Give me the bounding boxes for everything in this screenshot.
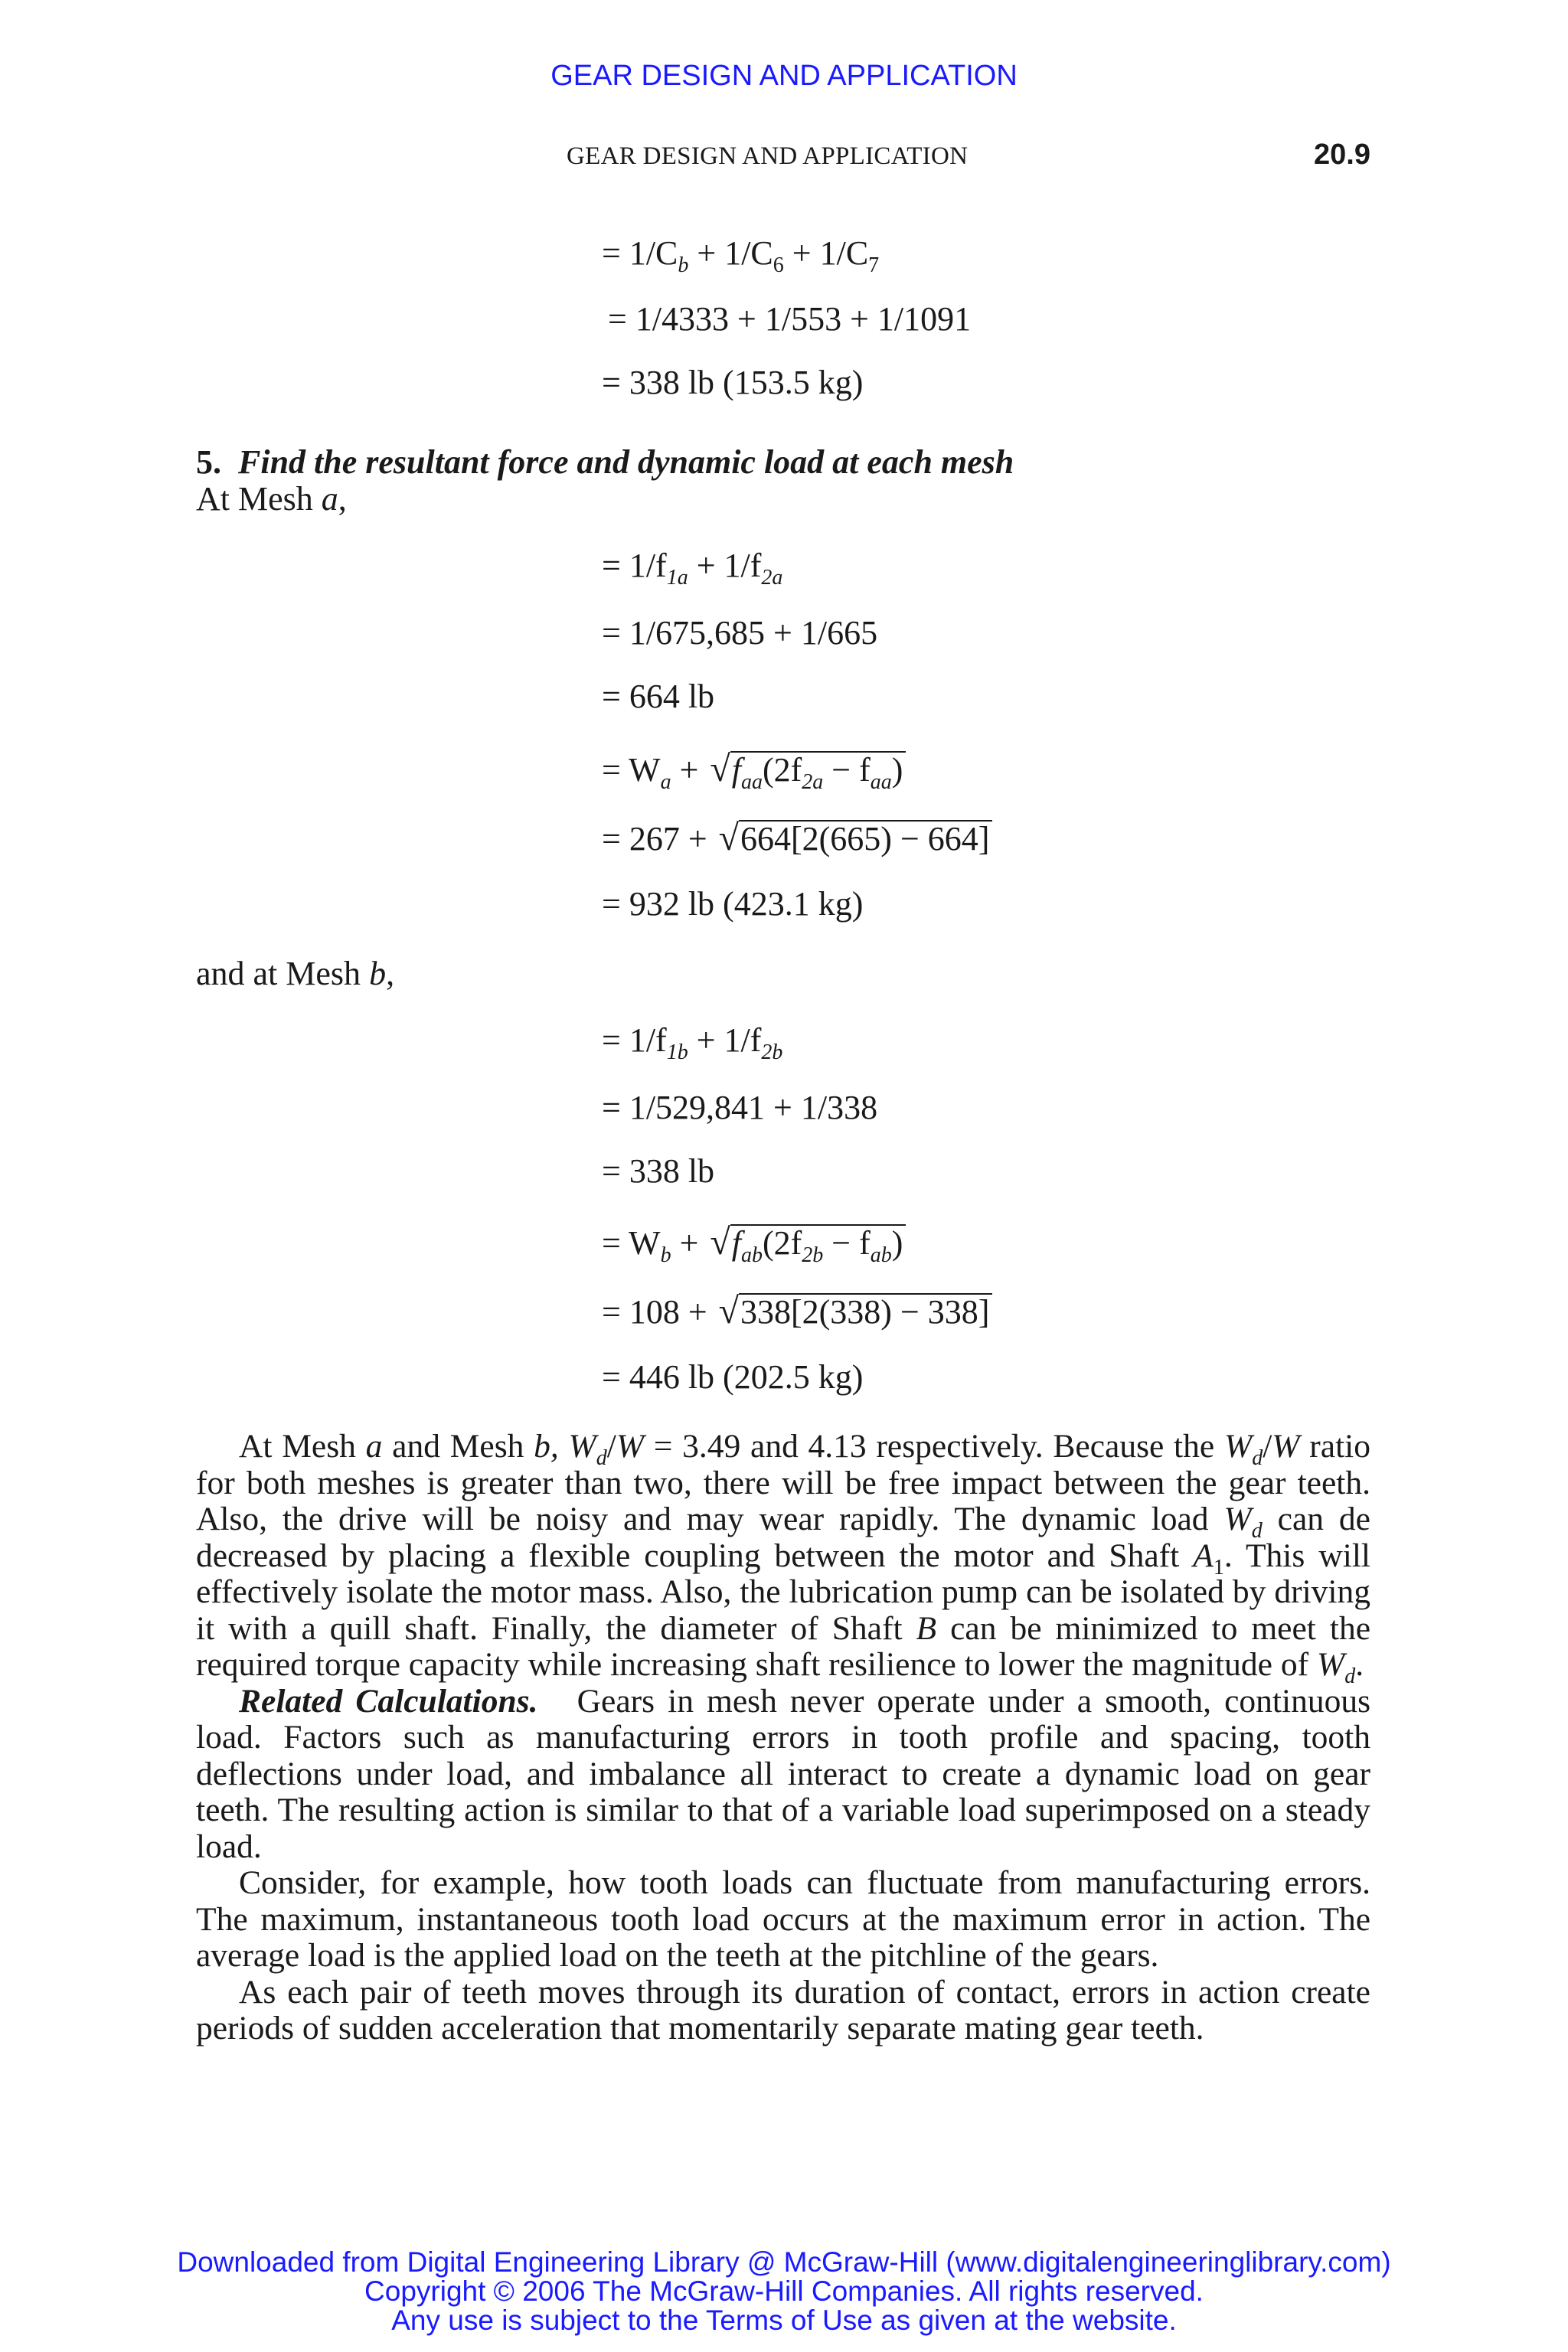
sqrt-symbol: $√f_{ab}(2f_{2b} - f_{ab})$ — [707, 1223, 906, 1263]
mesh-a-intro: At Mesh a, — [196, 480, 347, 518]
footer-notice[interactable] — [0, 2248, 1568, 2335]
footer-terms-line[interactable]: Any use is subject to the Terms of Use as given at the website. — [391, 2305, 1177, 2336]
paragraph-tooth-loads: Consider, for example, how tooth loads can fluctuate from manufacturing errors. The maximum, instantaneous tooth load occurs at the maximum error in action. The average load is the applied load on the teeth at the pitchline of the gears. — [196, 1864, 1370, 1974]
paragraph-related-calculations: Related Calculations. Gears in mesh never operate under a smooth, continuous load. Factors such as manufacturing errors in tooth profile and spacing, tooth deflections under load, and imbalance all interact to create a dynamic load on gear teeth. The resulting action is similar to that of a variable load superimposed on a steady load. — [196, 1682, 1371, 1865]
footer-download-line[interactable]: Downloaded from Digital Engineering Library @ McGraw-Hill (www.digitalengineeringlibrary.com) — [177, 2246, 1391, 2278]
sqrt-symbol: $√f_{aa}(2f_{2a} - f_{aa})$ — [707, 750, 906, 789]
running-head: GEAR DESIGN AND APPLICATION — [567, 142, 969, 170]
paragraph-mesh-ratio: At Mesh a and Mesh b, $W_d/W = 3.49$ and 4.13 respectively. Because the $W_d/W$ ratio for both meshes is greater than two, there will be free impact between the gear teeth. Also, the drive will be noisy and may wear rapidly. The dynamic load $W_d$ can de decreased by placing a flexible coupling between the motor and Shaft $A_1$. This will effectively isolate the motor mass. Also, the lubrication pump can be isolated by driving it with a quill shaft. Finally, the diameter of Shaft B can be minimized to meet the required torque capacity while increasing shaft resilience to lower the magnitude of $W_d$. — [196, 1428, 1371, 1688]
footer-copyright-line: Copyright © 2006 The McGraw-Hill Companies. All rights reserved. — [364, 2275, 1204, 2307]
header-link-title[interactable]: GEAR DESIGN AND APPLICATION — [550, 60, 1018, 92]
paragraph-teeth-contact: As each pair of teeth moves through its duration of contact, errors in action create periods of sudden acceleration that momentarily separate mating gear teeth. — [196, 1973, 1370, 2047]
page-number: 20.9 — [1314, 139, 1370, 171]
sqrt-symbol: √338[2(338) − 338] — [716, 1292, 993, 1331]
body-text — [196, 1429, 1370, 2047]
related-calculations-heading: Related Calculations. — [239, 1682, 538, 1720]
sqrt-symbol: √664[2(665) − 664] — [716, 819, 993, 858]
mesh-b-intro: and at Mesh b, — [196, 955, 395, 992]
step-5-heading: 5. Find the resultant force and dynamic load at each mesh — [196, 443, 1014, 481]
